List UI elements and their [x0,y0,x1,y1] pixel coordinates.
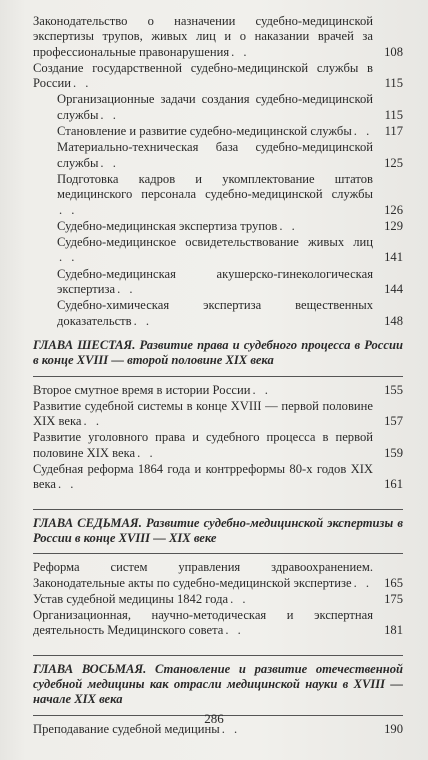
toc-entry-title: Судебная реформа 1864 года и контрреформы 80-х годов XIX века [33,462,373,492]
toc-entry [57,298,403,329]
toc-entry-page: 115 [384,76,403,91]
toc-entry [57,172,403,218]
divider [33,509,403,510]
toc-entry-page: 141 [384,250,403,265]
toc-entry [57,140,403,171]
toc-entry [33,399,403,430]
dot-leader: . . [353,575,373,590]
dot-leader: . . [117,282,136,297]
dot-leader: . . [221,721,241,736]
toc-entry-title: Судебно-химическая экспертиза вещественных доказательств [57,298,373,328]
toc-entry-page: 129 [384,218,403,233]
toc-entry-title: Судебно-медицинская экспертиза трупов [57,218,278,233]
toc-entry-title: Судебно-медицинская акушерско-гинекологическая экспертиза [57,266,373,297]
dot-leader: . . [72,76,92,91]
toc-entry-page: 159 [384,445,403,460]
dot-leader: . . [83,414,102,429]
toc-entry-title: Развитие уголовного права и судебного процесса в первой половине XIX века [33,430,373,460]
toc-entry-title: Подготовка кадров и укомплектование штатов медицинского персонала судебно-медицинской службы [57,171,373,202]
toc-entry-title: Преподавание судебной медицины [33,721,220,736]
dot-leader: . . [137,445,156,460]
toc-entry-page: 108 [384,44,403,59]
toc-entry [57,92,403,123]
dot-leader: . . [133,313,153,328]
toc-entry-page: 144 [384,282,403,297]
chapter-heading: ГЛАВА СЕДЬМАЯ. Развитие судебно-медицинской экспертизы в России в конце XVIII — XIX веке [33,515,403,545]
toc-entry-page: 157 [384,414,403,429]
toc-entry [33,608,403,639]
toc-entry-page: 125 [384,155,403,170]
dot-leader: . . [100,155,119,170]
divider [33,553,403,554]
toc-entry-title: Реформа систем управления здравоохранением. Законодательные акты по судебно-медицинской экспертизе [33,560,373,590]
toc-entry [33,14,403,60]
toc-entry-page: 165 [384,575,403,590]
toc-entry-page: 190 [384,721,403,736]
toc-entry-title: Становление и развитие судебно-медицинской службы [57,124,352,139]
dot-leader: . . [252,382,271,397]
toc-entry-title: Судебно-медицинское освидетельствование живых лиц [57,235,373,250]
table-of-contents [33,14,403,738]
dot-leader: . . [230,591,249,606]
toc-entry-page: 155 [384,382,403,397]
toc-entry-page: 115 [384,107,403,122]
toc-entry [33,592,403,607]
toc-entry [57,267,403,298]
dot-leader: . . [279,218,298,233]
toc-entry-page: 126 [384,202,403,217]
toc-entry-page: 161 [384,477,403,492]
toc-entry-title: Материально-техническая база судебно-медицинской службы [57,140,373,170]
divider [33,655,403,656]
dot-leader: . . [353,124,373,139]
toc-entry [57,235,403,266]
chapter-heading: ГЛАВА ШЕСТАЯ. Развитие права и судебного процесса в России в конце XVIII — второй половине XIX века [33,337,403,368]
toc-entry-page: 181 [384,623,403,638]
toc-entry-title: Второе смутное время в истории России [33,382,251,397]
toc-entry-title: Развитие судебной системы в конце XVIII — первой половине XIX века [33,398,373,429]
dot-leader: . . [100,107,119,122]
toc-entry [57,219,403,234]
toc-entry-title: Организационные задачи создания судебно-медицинской службы [57,92,373,122]
toc-entry [33,61,403,92]
dot-leader: . . [225,623,244,638]
chapter-entries-list [33,383,403,493]
toc-entry [33,383,403,398]
section-entries-list [33,14,403,329]
toc-entry-page: 175 [384,591,403,606]
dot-leader: . . [57,477,77,492]
toc-entry-title: Организационная, научно-методическая и экспертная деятельность Медицинского совета [33,608,373,638]
toc-entry-title: Создание государственной судебно-медицинской службы в России [33,60,373,91]
toc-entry-title: Законодательство о назначении судебно-медицинской экспертизы трупов, живых лиц и о наказании врачей за профессиональные правонарушения [33,14,373,59]
toc-entry [57,124,403,139]
toc-entry-title: Устав судебной медицины 1842 года [33,591,229,606]
chapter-heading: ГЛАВА ВОСЬМАЯ. Становление и развитие отечественной судебной медицины как отрасли медицинской науки в XVIII — начале XIX века [33,661,403,707]
dot-leader: . . [59,250,78,265]
dot-leader: . . [231,44,250,59]
toc-entry [33,462,403,493]
divider [33,376,403,377]
chapter-entries-list [33,560,403,638]
page-number: 286 [204,711,224,726]
toc-entry-page: 117 [384,124,403,139]
dot-leader: . . [59,202,78,217]
toc-entry [33,560,403,591]
toc-entry-page: 148 [384,313,403,328]
toc-entry [33,430,403,461]
